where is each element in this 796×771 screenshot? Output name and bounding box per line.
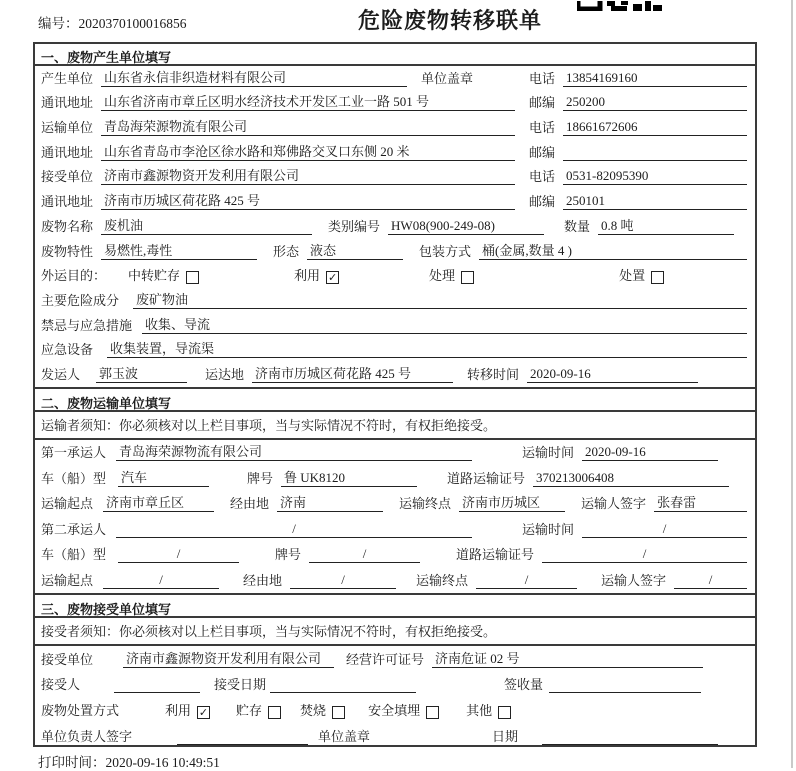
unit-seal-label: 单位盖章 [318,728,371,744]
accept-unit-value: 济南市鑫源物资开发利用有限公司 [123,651,334,668]
phone1-label: 电话 [528,70,555,86]
plate2-label: 牌号 [275,547,302,563]
sign2-label: 运输人签字 [601,572,667,588]
start2-label: 运输起点 [41,572,94,588]
document-number [38,12,187,32]
time2-value: / [582,521,747,538]
disposal-use-checkbox: ✓ [198,707,209,719]
character-value: 易燃性,毒性 [101,243,257,260]
addr3-label: 通讯地址 [41,194,94,210]
zip1-value: 250200 [563,94,747,111]
start1-label: 运输起点 [41,496,94,512]
purpose-option-storage-label: 中转贮存 [128,268,181,284]
taboo-measures-row [35,313,755,338]
disposal-method-row [35,697,755,723]
hazard-value: 废矿物油 [133,292,747,309]
purpose-option-dispose-label: 处置 [619,268,646,284]
purpose-dispose-checkbox [651,271,664,284]
equip-label: 应急设备 [41,342,94,358]
responsible-sign-value [177,743,308,745]
receiver-row [35,165,755,190]
shipper-label: 发运人 [41,366,81,382]
phone2-label: 电话 [528,120,555,136]
qr-code-fragment-icon [577,0,663,11]
signed-qty-value [549,691,701,693]
producer-address-row [35,91,755,116]
addr3-value: 济南市历城区荷花路 425 号 [101,193,515,210]
emergency-equipment-row [35,338,755,363]
form-value: 液态 [307,243,403,260]
purpose-label: 外运目的： [41,268,107,284]
vehicle1-value: 汽车 [118,470,209,487]
phone2-value: 18661672606 [563,119,747,136]
producer-value: 山东省永信非织造材料有限公司 [101,70,407,87]
print-time-value: 2020-09-16 10:49:51 [105,755,220,770]
accept-date-label: 接受日期 [214,677,267,693]
form-label: 形态 [273,243,300,259]
start1-value: 济南市章丘区 [103,495,214,512]
disposal-other-checkbox [498,706,511,719]
time1-value: 2020-09-16 [582,444,718,461]
print-time [38,751,220,771]
equip-value: 收集装置，导流渠 [107,341,747,358]
responsible-sign-label: 单位负责人签字 [41,728,133,744]
disposal-option-landfill-label: 安全填埋 [368,703,421,718]
section2-notice: 运输者须知：你必须核对以上栏目事项，当与实际情况不符时，有权拒绝接受。 [35,412,755,440]
signed-qty-label: 签收量 [504,677,544,693]
date2-label: 日期 [492,728,519,744]
time1-label: 运输时间 [522,445,575,461]
purpose-treat-checkbox [461,271,474,284]
permit-value: 济南危证 02 号 [432,651,703,668]
producer-row [35,66,755,91]
disposal-label: 废物处置方式 [41,703,120,718]
disposal-option-use-label: 利用 [165,703,192,718]
sign2-value: / [674,572,747,589]
end1-value: 济南市历城区 [459,495,565,512]
responsible-sign-row [35,723,755,749]
transfer-time-label: 转移时间 [467,366,520,382]
document-number-value: 2020370100016856 [78,16,187,31]
road1-label: 道路运输证号 [447,470,526,486]
end2-label: 运输终点 [416,572,469,588]
purpose-option-treat-label: 处理 [429,268,456,284]
transporter-address-row [35,140,755,165]
addr2-label: 通讯地址 [41,144,94,160]
packing-label: 包装方式 [419,243,472,259]
receiver-value: 济南市鑫源物资开发利用有限公司 [101,168,515,185]
shipper-value: 郭玉波 [96,366,187,383]
accept-unit-label: 接受单位 [41,651,94,667]
waste-character-row [35,239,755,264]
plate1-label: 牌号 [247,470,274,486]
section2-header: 二、废物运输单位填写 [35,387,755,412]
route2-row [35,567,755,593]
waste-name-label: 废物名称 [41,218,94,234]
transporter-row [35,115,755,140]
purpose-storage-checkbox [186,271,199,284]
phone3-label: 电话 [528,169,555,185]
qty-value: 0.8 吨 [598,218,734,235]
dest-label: 运达地 [205,366,245,382]
via1-value: 济南 [277,495,383,512]
permit-label: 经营许可证号 [346,651,425,667]
taboo-value: 收集、导流 [142,317,747,334]
disposal-landfill-checkbox [426,706,439,719]
page-title: 危险废物转移联单 [357,8,542,33]
transfer-purpose-row [35,264,755,289]
zip2-label: 邮编 [528,144,555,160]
waste-name-value: 废机油 [101,218,312,235]
accept-date-value [270,691,416,693]
carrier2-label: 第二承运人 [41,521,107,537]
scan-edge-line [791,0,793,768]
section3-header: 三、废物接受单位填写 [35,593,755,618]
disposal-option-store-label: 贮存 [236,703,263,718]
disposal-store-checkbox [268,706,281,719]
second-carrier-row [35,516,755,542]
zip1-label: 邮编 [528,95,555,111]
plate1-value: 鲁 UK8120 [281,470,417,487]
carrier2-value: / [116,521,472,538]
via1-label: 经由地 [230,496,270,512]
disposal-option-burn-label: 焚烧 [300,703,327,718]
seal-label: 单位盖章 [421,70,474,86]
vehicle2-value: / [118,546,239,563]
transporter-label: 运输单位 [41,120,94,136]
category-value: HW08(900-249-08) [388,218,544,235]
accept-unit-row [35,646,755,672]
accept-person-row [35,672,755,698]
plate2-value: / [309,546,420,563]
addr1-value: 山东省济南市章丘区明水经济技术开发区工业一路 501 号 [101,94,515,111]
start2-value: / [103,572,219,589]
hazard-label: 主要危险成分 [41,292,120,308]
section1-header: 一、废物产生单位填写 [35,44,755,66]
carrier1-value: 青岛海荣源物流有限公司 [116,444,472,461]
zip3-label: 邮编 [528,194,555,210]
receiver-label: 接受单位 [41,169,94,185]
packing-value: 桶(金属,数量 4 ) [479,243,747,260]
character-label: 废物特性 [41,243,94,259]
hazard-component-row [35,288,755,313]
end1-label: 运输终点 [399,496,452,512]
vehicle1-label: 车（船）型 [41,470,107,486]
section3-notice: 接受者须知：你必须核对以上栏目事项，当与实际情况不符时，有权拒绝接受。 [35,618,755,646]
road2-value: / [542,546,747,563]
receiver-address-row [35,189,755,214]
route1-row [35,491,755,517]
waste-name-row [35,214,755,239]
accept-person-label: 接受人 [41,677,81,693]
road1-value: 370213006408 [533,470,729,487]
print-time-label: 打印时间： [38,755,106,770]
document-number-label: 编号： [38,16,79,31]
transfer-manifest-form [33,42,757,747]
addr1-label: 通讯地址 [41,95,94,111]
addr2-value: 山东省青岛市李沧区徐水路和郑佛路交叉口东侧 20 米 [101,144,515,161]
shipper-row [35,362,755,387]
carrier1-label: 第一承运人 [41,445,107,461]
taboo-label: 禁忌与应急措施 [41,317,133,333]
date2-value [542,743,718,745]
vehicle2-row [35,542,755,568]
qty-label: 数量 [564,218,591,234]
transfer-time-value: 2020-09-16 [527,366,698,383]
road2-label: 道路运输证号 [456,547,535,563]
phone3-value: 0531-82095390 [563,168,747,185]
zip2-value [563,159,747,161]
sign1-value: 张春雷 [654,495,747,512]
time2-label: 运输时间 [522,521,575,537]
producer-label: 产生单位 [41,70,94,86]
transporter-value: 青岛海荣源物流有限公司 [101,119,515,136]
disposal-option-other-label: 其他 [466,703,493,718]
via2-label: 经由地 [243,572,283,588]
vehicle1-row [35,465,755,491]
first-carrier-row [35,440,755,466]
zip3-value: 250101 [563,193,747,210]
purpose-use-checkbox: ✓ [327,272,338,285]
purpose-option-use-label: 利用 [294,268,321,284]
dest-value: 济南市历城区荷花路 425 号 [252,366,453,383]
vehicle2-label: 车（船）型 [41,547,107,563]
end2-value: / [476,572,577,589]
accept-person-value [114,691,200,693]
via2-value: / [290,572,396,589]
phone1-value: 13854169160 [563,70,747,87]
disposal-burn-checkbox [332,706,345,719]
category-label: 类别编号 [328,218,381,234]
sign1-label: 运输人签字 [581,496,647,512]
